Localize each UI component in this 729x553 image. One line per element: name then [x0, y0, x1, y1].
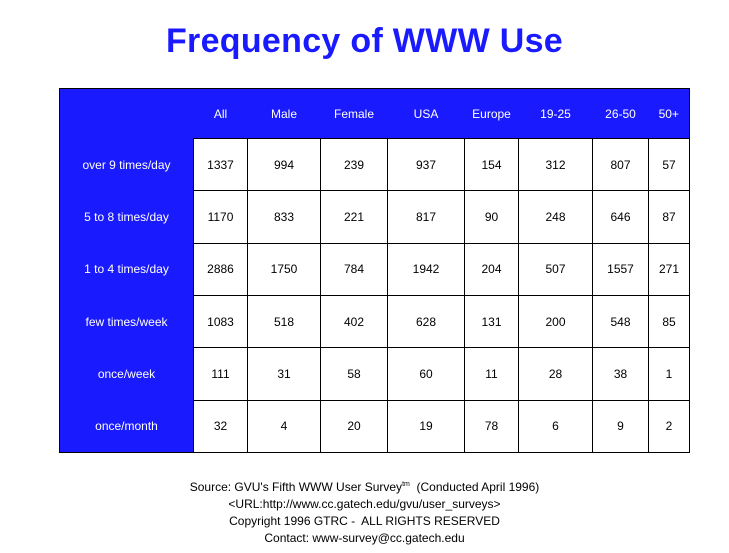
source-text: Source: GVU's Fifth WWW User Survey	[189, 480, 403, 494]
table-cell: 131	[465, 295, 519, 347]
row-label: 1 to 4 times/day	[60, 243, 194, 295]
table-cell: 628	[388, 295, 465, 347]
table-cell: 507	[519, 243, 593, 295]
contact-line: Contact: www-survey@cc.gatech.edu	[264, 531, 465, 545]
table-cell: 271	[649, 243, 690, 295]
table-cell: 1557	[593, 243, 649, 295]
table-cell: 204	[465, 243, 519, 295]
table-cell: 32	[194, 400, 248, 452]
table-cell: 817	[388, 191, 465, 243]
column-header: 50+	[649, 89, 690, 139]
table-cell: 548	[593, 295, 649, 347]
table-cell: 2886	[194, 243, 248, 295]
table-row	[60, 243, 690, 295]
table-row	[60, 400, 690, 452]
table-row	[60, 139, 690, 191]
row-label: few times/week	[60, 295, 194, 347]
column-header: Female	[321, 89, 388, 139]
table-cell: 221	[321, 191, 388, 243]
column-header: Male	[248, 89, 321, 139]
header-row	[60, 89, 690, 139]
table-cell: 28	[519, 348, 593, 400]
table-cell: 20	[321, 400, 388, 452]
table-cell: 111	[194, 348, 248, 400]
table-cell: 19	[388, 400, 465, 452]
table-cell: 11	[465, 348, 519, 400]
frequency-table	[59, 88, 690, 453]
table-cell: 2	[649, 400, 690, 452]
table-cell: 78	[465, 400, 519, 452]
table-cell: 402	[321, 295, 388, 347]
table-cell: 248	[519, 191, 593, 243]
trademark-mark: tm	[402, 481, 410, 488]
copyright-line: Copyright 1996 GTRC - ALL RIGHTS RESERVED	[229, 514, 500, 528]
table-cell: 85	[649, 295, 690, 347]
table-cell: 312	[519, 139, 593, 191]
table-cell: 154	[465, 139, 519, 191]
table-cell: 1	[649, 348, 690, 400]
table-cell: 1170	[194, 191, 248, 243]
row-label: once/week	[60, 348, 194, 400]
column-header: 19-25	[519, 89, 593, 139]
survey-url: <URL:http://www.cc.gatech.edu/gvu/user_surveys>	[228, 497, 501, 511]
table-cell: 31	[248, 348, 321, 400]
row-label: over 9 times/day	[60, 139, 194, 191]
table-cell: 1337	[194, 139, 248, 191]
table-cell: 1942	[388, 243, 465, 295]
table-cell: 6	[519, 400, 593, 452]
column-header: Europe	[465, 89, 519, 139]
table-cell: 60	[388, 348, 465, 400]
corner-cell	[60, 89, 194, 139]
table-row	[60, 295, 690, 347]
table-cell: 1083	[194, 295, 248, 347]
table-cell: 57	[649, 139, 690, 191]
page-title: Frequency of WWW Use	[165, 22, 564, 60]
survey-date: (Conducted April 1996)	[409, 480, 540, 494]
table-cell: 239	[321, 139, 388, 191]
column-header: USA	[388, 89, 465, 139]
table-cell: 38	[593, 348, 649, 400]
column-header: All	[194, 89, 248, 139]
table-cell: 4	[248, 400, 321, 452]
table-cell: 87	[649, 191, 690, 243]
source-line	[0, 476, 729, 496]
row-label: 5 to 8 times/day	[60, 191, 194, 243]
row-label: once/month	[60, 400, 194, 452]
table-cell: 518	[248, 295, 321, 347]
table-cell: 200	[519, 295, 593, 347]
column-header: 26-50	[593, 89, 649, 139]
table-cell: 807	[593, 139, 649, 191]
table-cell: 9	[593, 400, 649, 452]
table-cell: 937	[388, 139, 465, 191]
table-cell: 784	[321, 243, 388, 295]
table-row	[60, 191, 690, 243]
table-cell: 833	[248, 191, 321, 243]
table-row	[60, 348, 690, 400]
table-cell: 646	[593, 191, 649, 243]
footer	[0, 476, 729, 547]
table-cell: 58	[321, 348, 388, 400]
table-cell: 1750	[248, 243, 321, 295]
table-cell: 90	[465, 191, 519, 243]
table-cell: 994	[248, 139, 321, 191]
